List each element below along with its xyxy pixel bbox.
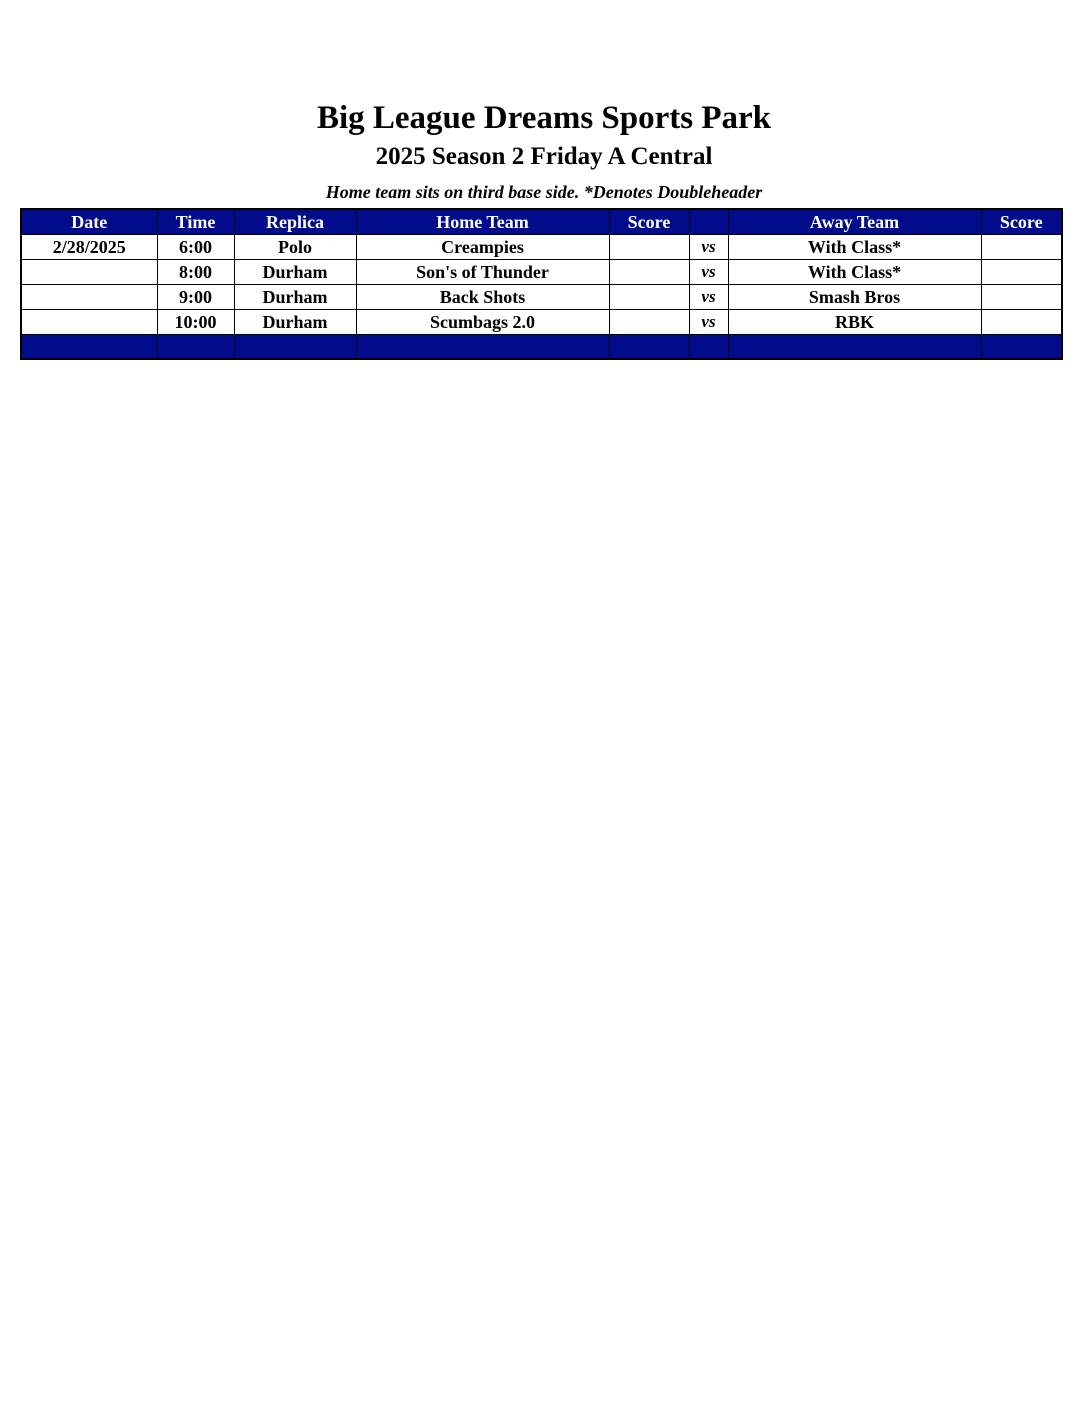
table-row xyxy=(21,235,1062,260)
cell-date xyxy=(21,260,157,285)
header-home-score: Score xyxy=(609,209,689,235)
footer-cell xyxy=(157,335,234,360)
table-header-row xyxy=(21,209,1062,235)
header-away-score: Score xyxy=(981,209,1062,235)
cell-away-team: With Class* xyxy=(728,235,981,260)
cell-date xyxy=(21,285,157,310)
cell-home-team: Scumbags 2.0 xyxy=(356,310,609,335)
cell-away-score xyxy=(981,285,1062,310)
header-time: Time xyxy=(157,209,234,235)
header-away-team: Away Team xyxy=(728,209,981,235)
cell-replica: Durham xyxy=(234,260,356,285)
cell-vs: vs xyxy=(689,260,728,285)
page-subtitle: 2025 Season 2 Friday A Central xyxy=(375,143,713,170)
cell-vs: vs xyxy=(689,310,728,335)
footer-cell xyxy=(981,335,1062,360)
page-title: Big League Dreams Sports Park xyxy=(316,100,772,136)
footer-cell xyxy=(21,335,157,360)
header-date: Date xyxy=(21,209,157,235)
cell-replica: Durham xyxy=(234,285,356,310)
header-replica: Replica xyxy=(234,209,356,235)
cell-time: 9:00 xyxy=(157,285,234,310)
footer-cell xyxy=(609,335,689,360)
cell-time: 6:00 xyxy=(157,235,234,260)
cell-away-score xyxy=(981,260,1062,285)
footer-cell xyxy=(689,335,728,360)
header-home-team: Home Team xyxy=(356,209,609,235)
schedule-table xyxy=(20,208,1063,360)
cell-time: 8:00 xyxy=(157,260,234,285)
cell-time: 10:00 xyxy=(157,310,234,335)
footer-cell xyxy=(356,335,609,360)
header-vs xyxy=(689,209,728,235)
cell-home-score xyxy=(609,235,689,260)
cell-home-score xyxy=(609,260,689,285)
table-row xyxy=(21,285,1062,310)
cell-home-team: Back Shots xyxy=(356,285,609,310)
cell-home-team: Creampies xyxy=(356,235,609,260)
footer-cell xyxy=(234,335,356,360)
cell-date: 2/28/2025 xyxy=(21,235,157,260)
table-row xyxy=(21,310,1062,335)
table-footer-row xyxy=(21,335,1062,360)
cell-date xyxy=(21,310,157,335)
schedule-note: Home team sits on third base side. *Denotes Doubleheader xyxy=(325,182,763,202)
cell-home-score xyxy=(609,310,689,335)
footer-cell xyxy=(728,335,981,360)
cell-away-team: With Class* xyxy=(728,260,981,285)
cell-away-score xyxy=(981,310,1062,335)
cell-replica: Durham xyxy=(234,310,356,335)
cell-away-team: RBK xyxy=(728,310,981,335)
cell-away-score xyxy=(981,235,1062,260)
cell-home-score xyxy=(609,285,689,310)
cell-replica: Polo xyxy=(234,235,356,260)
cell-away-team: Smash Bros xyxy=(728,285,981,310)
table-row xyxy=(21,260,1062,285)
cell-vs: vs xyxy=(689,235,728,260)
cell-vs: vs xyxy=(689,285,728,310)
cell-home-team: Son's of Thunder xyxy=(356,260,609,285)
